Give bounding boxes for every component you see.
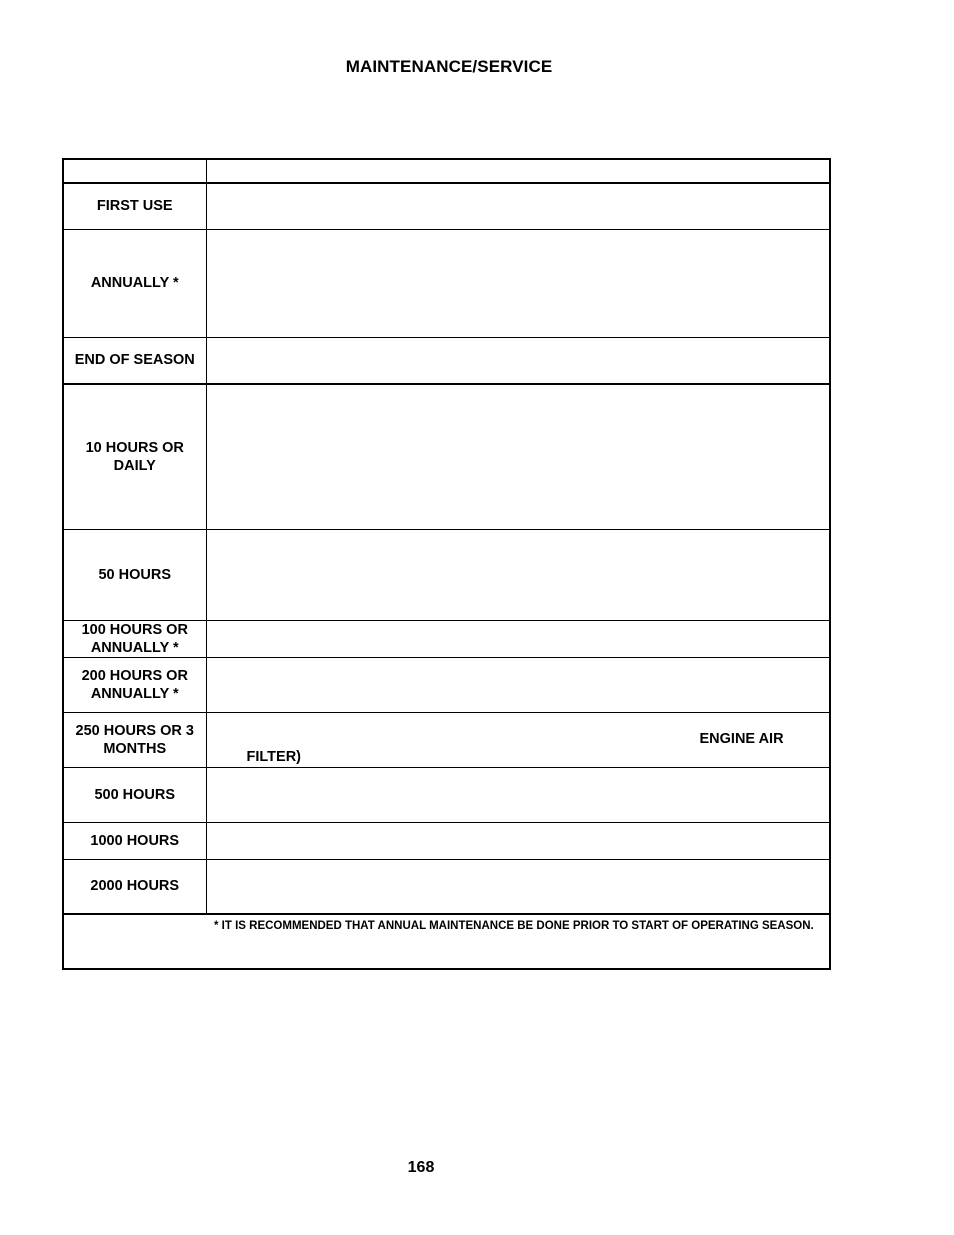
- table-row: [63, 384, 830, 529]
- interval-cell: ANNUALLY *: [63, 229, 206, 337]
- table-row: [63, 183, 830, 229]
- interval-cell: 1000 HOURS: [63, 822, 206, 859]
- table-row: [63, 657, 830, 712]
- task-cell: [206, 657, 830, 712]
- table-row: [63, 767, 830, 822]
- table-row: [63, 712, 830, 767]
- footnote-text: * IT IS RECOMMENDED THAT ANNUAL MAINTENANCE BE DONE PRIOR TO START OF OPERATING SEASON.: [206, 914, 830, 969]
- table-row: [63, 229, 830, 337]
- table-row: [63, 859, 830, 914]
- interval-cell: 250 HOURS OR 3 MONTHS: [63, 712, 206, 767]
- interval-cell: 100 HOURS OR ANNUALLY *: [63, 620, 206, 657]
- task-cell: [206, 529, 830, 620]
- footnote-blank-cell: [63, 914, 206, 969]
- maintenance-schedule-table: [62, 158, 831, 970]
- table-row: [63, 620, 830, 657]
- header-interval-cell: [63, 159, 206, 183]
- table-row: [63, 337, 830, 384]
- interval-cell: 2000 HOURS: [63, 859, 206, 914]
- interval-cell: 200 HOURS OR ANNUALLY *: [63, 657, 206, 712]
- task-cell: [206, 337, 830, 384]
- task-cell: [206, 229, 830, 337]
- table-header-row: [63, 159, 830, 183]
- page-title: MAINTENANCE/SERVICE: [345, 57, 553, 76]
- interval-cell: 10 HOURS OR DAILY: [63, 384, 206, 529]
- task-cell: [206, 384, 830, 529]
- interval-cell: 500 HOURS: [63, 767, 206, 822]
- header-task-cell: [206, 159, 830, 183]
- task-cell: [206, 822, 830, 859]
- table-row: [63, 822, 830, 859]
- task-cell: [206, 767, 830, 822]
- interval-cell: FIRST USE: [63, 183, 206, 229]
- task-cell: [206, 183, 830, 229]
- task-text-fragment: FILTER): [246, 748, 301, 765]
- page-number: 168: [407, 1159, 435, 1176]
- task-cell: [206, 859, 830, 914]
- task-cell: [206, 712, 830, 767]
- task-cell: [206, 620, 830, 657]
- table-row: [63, 529, 830, 620]
- task-text-fragment: ENGINE AIR: [699, 730, 784, 747]
- footnote-row: [63, 914, 830, 969]
- interval-cell: 50 HOURS: [63, 529, 206, 620]
- interval-cell: END OF SEASON: [63, 337, 206, 384]
